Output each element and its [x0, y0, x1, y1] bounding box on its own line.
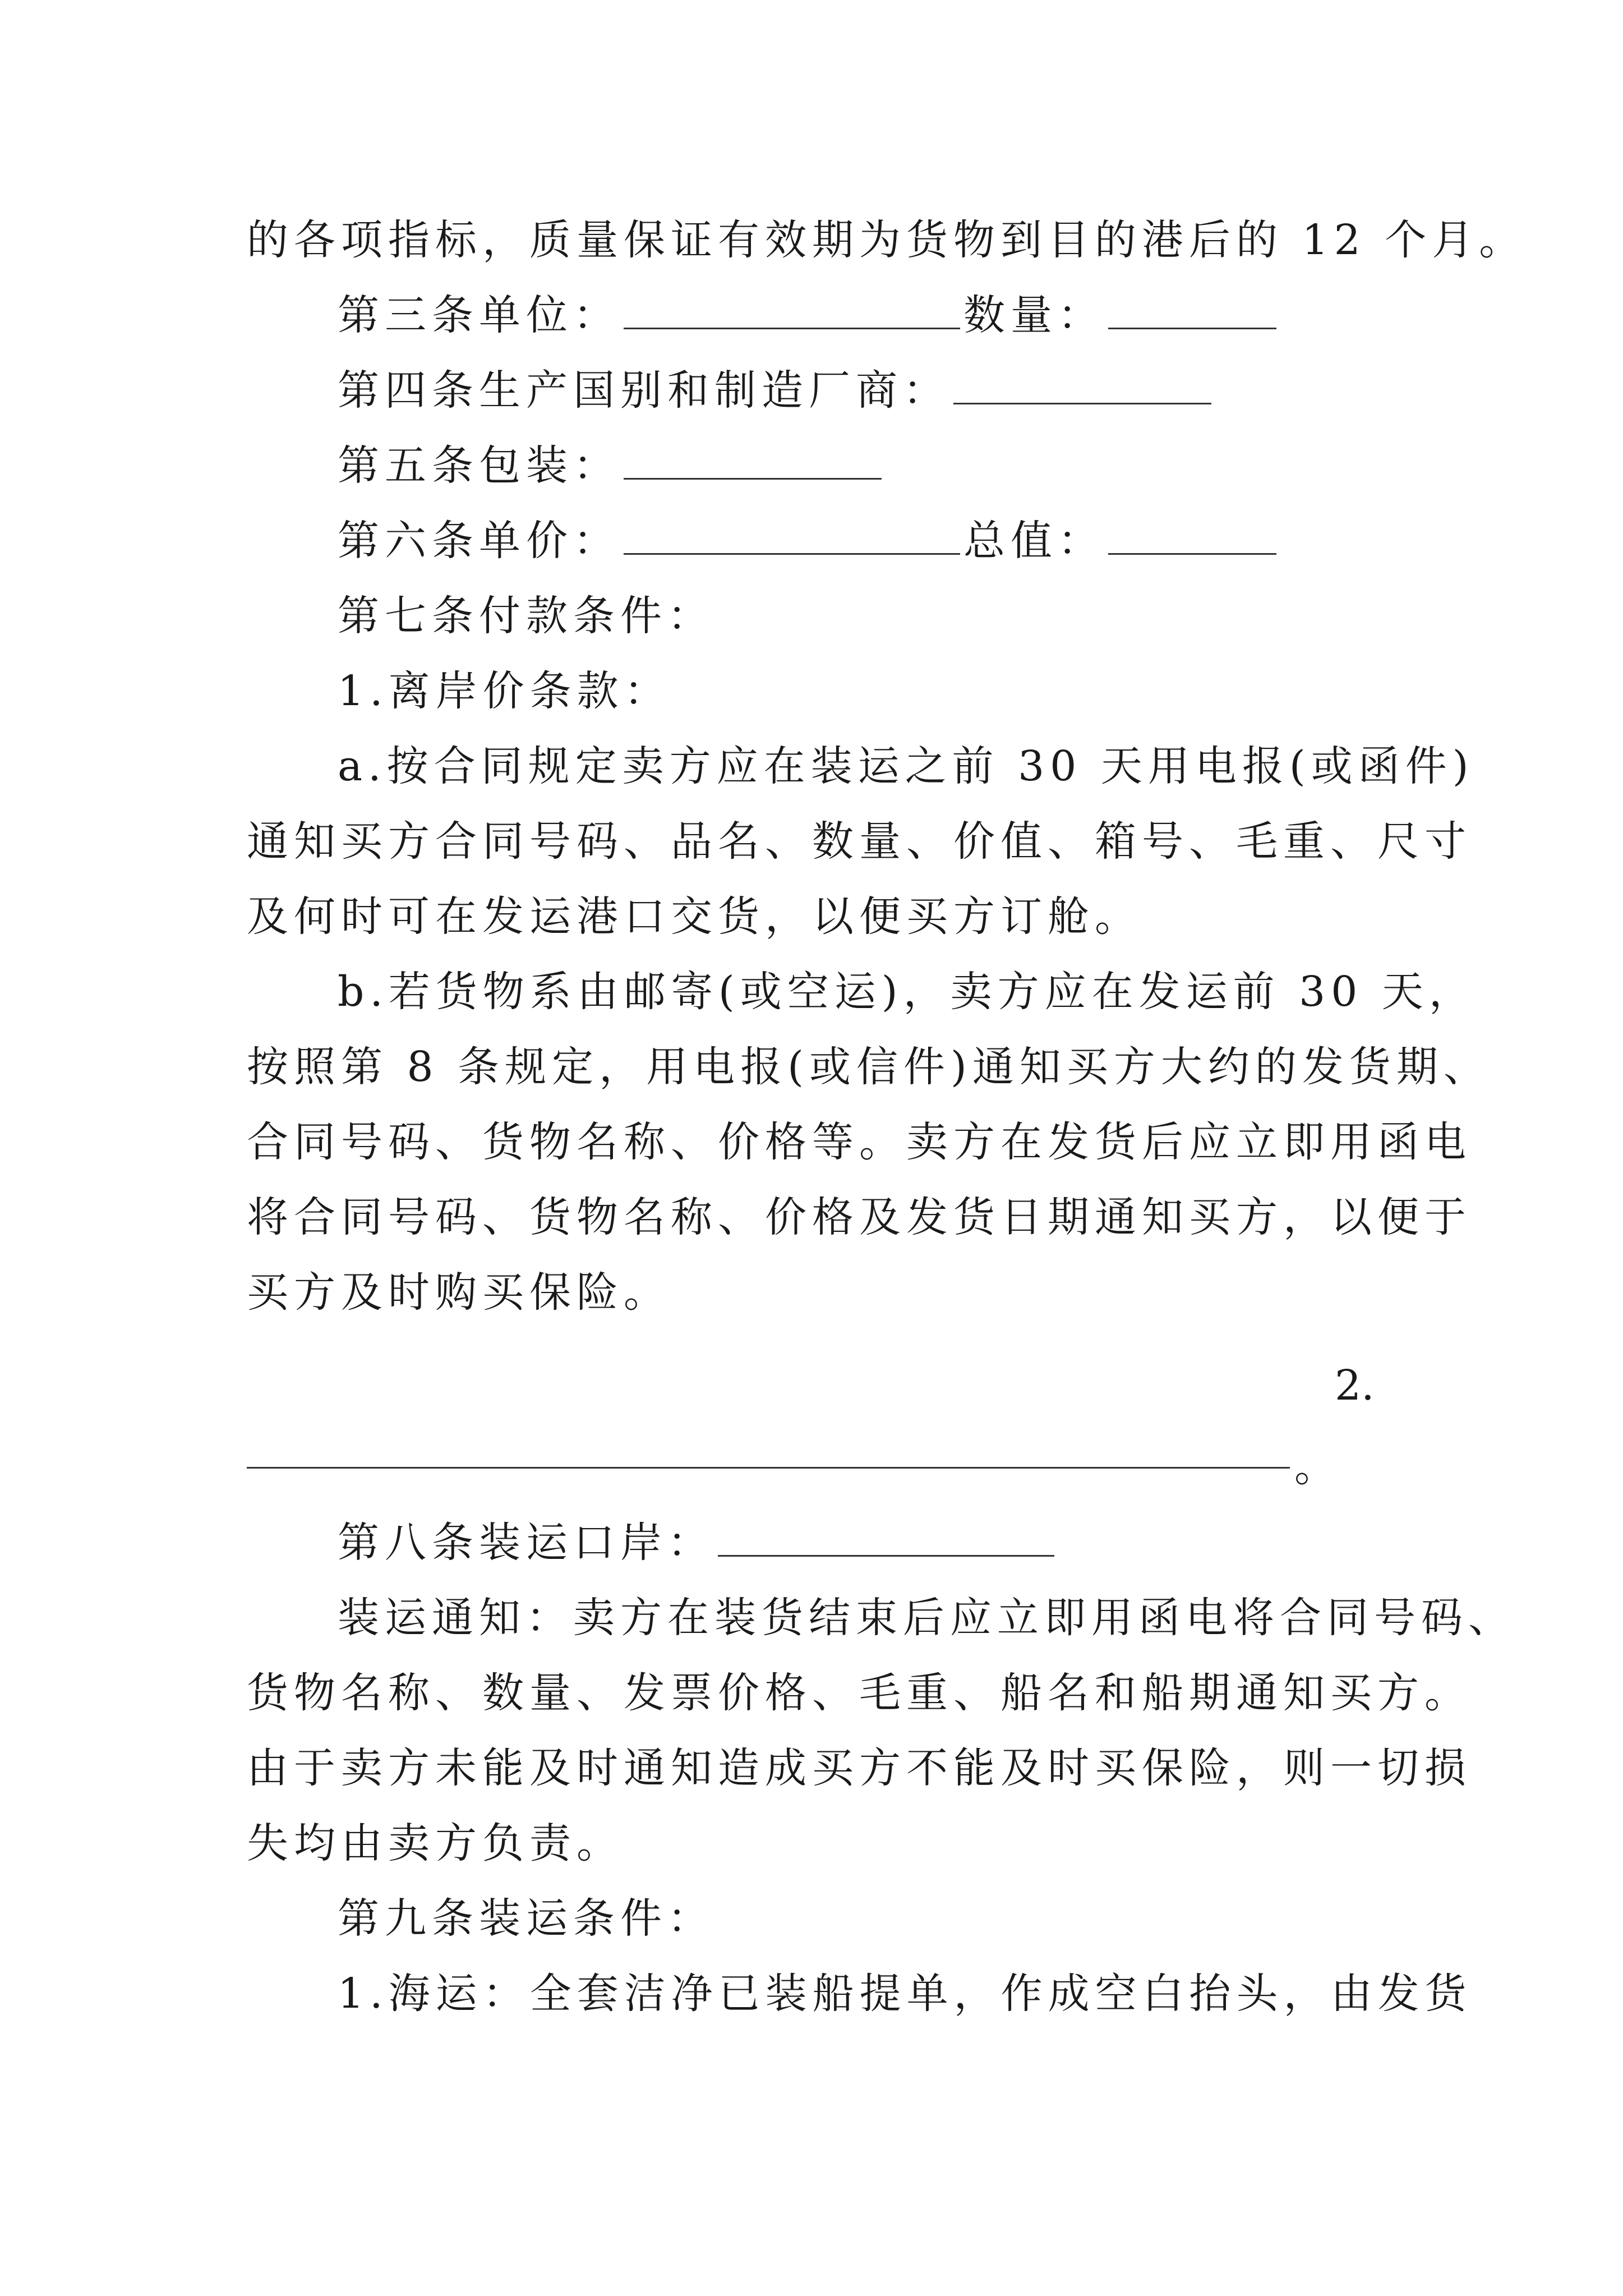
article-4-line — [338, 362, 1493, 418]
paragraph-b-line-1: b.若货物系由邮寄(或空运)，卖方应在发运前 30 天， — [338, 968, 1476, 1016]
article-5-line — [338, 438, 1493, 494]
paragraph-a-line-3: 及何时可在发运港口交货，以便买方订舱。 — [247, 892, 1142, 941]
paragraph-b-line-3: 合同号码、货物名称、价格等。卖方在发货后应立即用函电 — [247, 1118, 1472, 1166]
paragraph-a-line-1: a.按合同规定卖方应在装运之前 30 天用电报(或函件) — [338, 742, 1474, 790]
article-3-quantity-label: 数量： — [963, 291, 1105, 339]
shipping-notice-line-1: 装运通知：卖方在装货结束后应立即用函电将合同号码、 — [338, 1594, 1515, 1642]
article-3-unit-label: 第三条单位： — [338, 291, 620, 339]
article-4-label: 第四条生产国别和制造厂商： — [338, 366, 950, 415]
article-8-line — [338, 1515, 1493, 1571]
paragraph-b-line-2: 按照第 8 条规定，用电报(或信件)通知买方大约的发货期、 — [247, 1043, 1491, 1091]
article-8-label: 第八条装运口岸： — [338, 1519, 714, 1567]
fob-clause-heading: 1.离岸价条款： — [338, 667, 671, 715]
article-5-label: 第五条包装： — [338, 441, 620, 490]
unit-blank-field[interactable] — [624, 294, 960, 329]
article-6-line — [338, 513, 1493, 569]
item-2-blank-row — [247, 1439, 1402, 1495]
packing-blank-field[interactable] — [624, 444, 882, 480]
text-line-quality-warranty: 的各项指标，质量保证有效期为货物到目的港后的 12 个月。 — [247, 216, 1527, 264]
quantity-blank-field[interactable] — [1108, 294, 1276, 329]
paragraph-b-line-5: 买方及时购买保险。 — [247, 1268, 671, 1317]
shipping-notice-line-3: 由于卖方未能及时通知造成买方不能及时买保险，则一切损 — [247, 1744, 1472, 1792]
article-7-heading: 第七条付款条件： — [338, 592, 714, 640]
paragraph-b-line-4: 将合同号码、货物名称、价格及发货日期通知买方，以便于 — [247, 1193, 1472, 1241]
total-value-blank-field[interactable] — [1108, 519, 1276, 555]
article-6-price-label: 第六条单价： — [338, 517, 620, 565]
manufacturer-blank-field[interactable] — [953, 369, 1211, 404]
article-6-total-label: 总值： — [963, 517, 1105, 565]
article-9-heading: 第九条装运条件： — [338, 1894, 714, 1943]
shipping-notice-line-2: 货物名称、数量、发票价格、毛重、船名和船期通知买方。 — [247, 1669, 1472, 1717]
sea-transport-line-1: 1.海运：全套洁净已装船提单，作成空白抬头，由发货 — [338, 1970, 1472, 2018]
article-3-line — [338, 287, 1493, 343]
item-2-period: 。 — [1294, 1443, 1336, 1491]
item-2-number: 2. — [1335, 1361, 1375, 1410]
unit-price-blank-field[interactable] — [624, 519, 960, 555]
loading-port-blank-field[interactable] — [718, 1521, 1054, 1557]
shipping-notice-line-4: 失均由卖方负责。 — [247, 1819, 624, 1867]
item-2-blank-field[interactable] — [247, 1467, 1290, 1469]
paragraph-a-line-2: 通知买方合同号码、品名、数量、价值、箱号、毛重、尺寸 — [247, 817, 1472, 866]
